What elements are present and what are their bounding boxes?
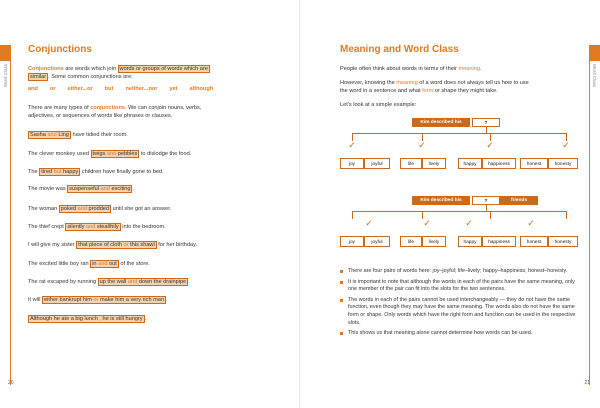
check-icon: ✓ xyxy=(562,140,570,150)
check-icon: ✓ xyxy=(486,140,494,150)
conjunction-item: although xyxy=(189,86,214,92)
sentence-text: children have finally gone to bed. xyxy=(80,169,164,175)
word-cell: joyful xyxy=(364,158,390,169)
page-number: 20 xyxy=(8,380,14,386)
word-cell: honesty xyxy=(548,158,578,169)
however-paragraph xyxy=(340,79,580,95)
conjoined-phrase xyxy=(98,278,189,286)
term-highlight: meaning xyxy=(458,66,480,72)
side-tab xyxy=(590,45,600,61)
conjunct-b: he is still hungry xyxy=(102,316,143,322)
conjoined-phrase xyxy=(42,296,166,304)
conjunction-word: and xyxy=(127,279,138,285)
connector-line xyxy=(490,211,491,219)
page-number: 21 xyxy=(584,380,590,386)
word-cell: happy xyxy=(458,158,482,169)
connector-line xyxy=(352,133,566,134)
sentence-text: The excited little boy ran xyxy=(28,261,91,267)
side-rule xyxy=(589,45,590,385)
right-page xyxy=(300,0,600,408)
bullet-list xyxy=(340,268,580,341)
conjunct-b: this shawl xyxy=(130,242,155,248)
sentence-text: . xyxy=(132,186,135,192)
phrase-highlight-2: similar xyxy=(30,74,47,80)
types-text: . We can conjoin nouns, verbs, xyxy=(125,105,202,111)
word-cell: joy xyxy=(340,236,364,247)
conjoined-phrase xyxy=(28,315,145,323)
sentence-text: The clever monkey used xyxy=(28,151,91,157)
body-text: of a word does not always tell us how to use xyxy=(417,80,529,86)
word-cell: honest xyxy=(520,236,548,247)
conjoined-phrase xyxy=(91,150,140,158)
conjoined-phrase xyxy=(39,168,80,176)
example-intro: Let's look at a simple example: xyxy=(340,102,417,108)
conjunct-a: either bankrupt him xyxy=(43,297,92,303)
conjoined-phrase xyxy=(59,205,111,213)
word-cell: joy xyxy=(340,158,364,169)
sentence-text: The rat escaped by running xyxy=(28,279,98,285)
check-icon: ✓ xyxy=(527,218,535,228)
sentence-text: . xyxy=(188,279,190,285)
conjunct-b: exciting xyxy=(111,186,131,192)
sentence-text: The thief crept xyxy=(28,224,66,230)
sentence-text: have tidied their room. xyxy=(70,132,128,138)
bullet-item: There are four pairs of words here: joy–joyful; life–lively; happy–happiness; honest–honesty. xyxy=(340,268,580,276)
conjunct-a: tired xyxy=(41,169,53,175)
conjunction-word: and xyxy=(85,224,96,230)
conjunction-word: or xyxy=(123,242,129,248)
check-icon: ✓ xyxy=(365,218,373,228)
word-cell: life xyxy=(400,158,422,169)
check-icon: ✓ xyxy=(465,218,473,228)
check-icon: ✓ xyxy=(423,218,431,228)
conjunct-b: down the drainpipe xyxy=(138,279,187,285)
conjunct-a: twigs xyxy=(92,151,106,157)
conjunct-a: Sasha xyxy=(30,132,46,138)
word-cell: happiness xyxy=(482,236,516,247)
conjunction-item: or xyxy=(49,86,56,92)
conjunct-a: Although he ate a big lunch xyxy=(30,316,98,322)
word-cell: lively xyxy=(422,236,446,247)
conjoined-phrase xyxy=(76,241,157,249)
side-label: Word Class xyxy=(3,64,8,88)
body-text: People often think about words in terms of their xyxy=(340,66,459,72)
example-sentence xyxy=(28,205,171,213)
connector-line xyxy=(566,211,567,219)
page-title: Meaning and Word Class xyxy=(340,44,459,55)
conjunction-list xyxy=(28,85,268,93)
conjunction-word: and xyxy=(106,151,117,157)
conjunct-a: silently xyxy=(67,224,85,230)
example-sentence xyxy=(28,150,191,158)
bullet-item: It is important to note that although the words in each of the pairs have the same meaning, only one member of the pair can fit into the slots for the two sentences. xyxy=(340,279,580,294)
meaning-paragraph xyxy=(340,65,580,73)
side-rule xyxy=(10,45,11,385)
side-label: Word Class xyxy=(592,64,597,88)
sentence-text: for her birthday. xyxy=(156,242,198,248)
example-sentence xyxy=(28,296,168,304)
conjunct-b: prodded xyxy=(88,206,110,212)
term-highlight: conjunctions xyxy=(90,105,125,111)
conjoined-phrase xyxy=(90,260,119,268)
bullet-item: The words in each of the pairs cannot be used interchangeably — they do not have the same function, even though they may have the same meaning. The words also do not have the same form or shape. Only words which have the right form and function can be used in the respective slots. xyxy=(340,297,580,327)
word-slot-diagram-1 xyxy=(340,118,580,178)
term-highlight: form xyxy=(422,88,434,94)
body-text: or shape they might take. xyxy=(433,88,498,94)
sentence-text: into the bedroom. xyxy=(120,224,166,230)
sentence-text: to dislodge the food. xyxy=(139,151,192,157)
word-cell: happiness xyxy=(482,158,516,169)
word-cell: honest xyxy=(520,158,548,169)
conjunct-b: Ling xyxy=(58,132,69,138)
sentence-text: The movie was xyxy=(28,186,68,192)
word-cell: life xyxy=(400,236,422,247)
conjunction-item: yet xyxy=(169,86,178,92)
sentence-text: . xyxy=(144,316,147,322)
word-cell: happy xyxy=(458,236,482,247)
body-text: the word in a sentence and what xyxy=(340,88,423,94)
conjunction-word: and xyxy=(98,261,108,267)
sentence-text: of the store. xyxy=(118,261,150,267)
conjunct-b: happy xyxy=(63,169,79,175)
conjunction-word: and xyxy=(100,186,110,192)
conjunction-word: but xyxy=(53,169,62,175)
term-highlight: Conjunctions xyxy=(28,66,64,72)
check-icon: ✓ xyxy=(418,140,426,150)
connector-line xyxy=(352,211,566,212)
conjunction-word: and xyxy=(77,206,87,212)
diagram-slot: ? xyxy=(472,196,500,205)
sentence-text: The xyxy=(28,169,40,175)
conjoined-phrase xyxy=(28,131,71,139)
conjunction-word: , xyxy=(99,316,101,322)
diagram-subject: Kim described his xyxy=(412,196,470,205)
conjunct-a: suspenseful xyxy=(69,186,100,192)
example-sentence xyxy=(28,278,190,286)
term-highlight: meaning xyxy=(396,80,418,86)
bullet-item: This shows us that meaning alone cannot determine how words can be used. xyxy=(340,330,580,338)
check-icon: ✓ xyxy=(348,140,356,150)
conjunct-b: make him a very rich man xyxy=(99,297,165,303)
conjoined-phrase xyxy=(67,185,135,193)
diagram-subject: Kim described his xyxy=(412,118,470,127)
body-text: However, knowing the xyxy=(340,80,397,86)
example-sentence xyxy=(28,185,134,193)
intro-paragraph xyxy=(28,65,246,81)
example-sentence xyxy=(28,260,150,268)
conjunction-item: neither...nor xyxy=(125,86,158,92)
conjunction-word: and xyxy=(47,132,57,138)
conjunction-word: or xyxy=(93,297,99,303)
example-sentence xyxy=(28,131,128,139)
intro-text-2: . Some common conjunctions are: xyxy=(48,74,133,80)
types-text: There are many types of xyxy=(28,105,91,111)
conjunct-a: in xyxy=(92,261,97,267)
word-cell: honesty xyxy=(548,236,578,247)
diagram-slot: ? xyxy=(472,118,500,127)
connector-line xyxy=(352,211,353,219)
example-sentence xyxy=(28,315,146,323)
conjunction-item: either...or xyxy=(67,86,93,92)
sentence-text: until she got an answer. xyxy=(111,206,172,212)
sentence-text: It will xyxy=(28,297,42,303)
phrase-highlight: words or groups of words which are xyxy=(119,66,208,72)
conjunction-item: but xyxy=(104,86,114,92)
side-tab xyxy=(0,45,10,61)
conjoined-phrase xyxy=(65,223,120,231)
sentence-text: I will give my sister xyxy=(28,242,77,248)
conjunct-a: up the wall xyxy=(99,279,127,285)
word-slot-diagram-2 xyxy=(340,196,580,256)
diagram-tail: friends xyxy=(500,196,538,205)
page-title: Conjunctions xyxy=(28,44,92,55)
sentence-text: . xyxy=(166,297,168,303)
conjunct-b: stealthily xyxy=(96,224,119,230)
types-paragraph xyxy=(28,104,268,120)
sentence-text: The woman xyxy=(28,206,59,212)
conjunct-a: poked xyxy=(60,206,77,212)
conjunction-item: and xyxy=(28,86,38,92)
types-text: adjectives, or sequences of words like phrases or clauses. xyxy=(28,113,173,119)
word-cell: lively xyxy=(422,158,446,169)
conjunct-b: pebbles xyxy=(117,151,138,157)
conjunct-b: out xyxy=(109,261,117,267)
example-sentence xyxy=(28,223,166,231)
word-cell: joyful xyxy=(364,236,390,247)
example-sentence xyxy=(28,241,197,249)
intro-text: are words which join xyxy=(63,66,118,72)
conjunct-a: that piece of cloth xyxy=(78,242,123,248)
body-text: . xyxy=(479,66,482,72)
example-sentence xyxy=(28,168,164,176)
